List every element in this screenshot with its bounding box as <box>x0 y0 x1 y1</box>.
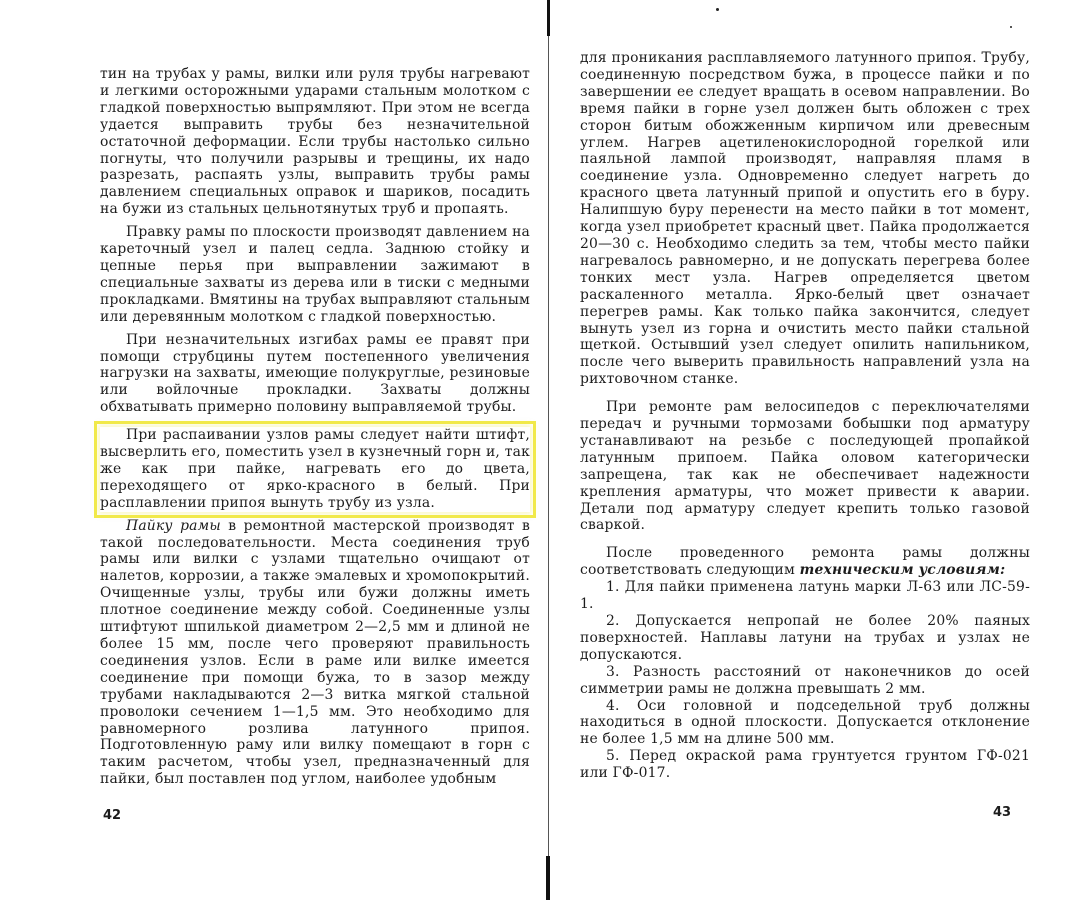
condition-item-5: 5. Перед окраской рама грунтуется грунтом ГФ-021 или ГФ-017. <box>580 748 1030 782</box>
condition-item-3: 3. Разность расстояний от наконечников до осей симметрии рамы не должна превышать 2 мм. <box>580 663 1030 697</box>
left-page-number: 42 <box>103 808 122 823</box>
left-paragraph-5 <box>100 518 530 789</box>
paragraph-lead-italic: Пайку рамы <box>126 517 221 534</box>
conditions-intro-text: После проведенного ремонта рамы должны соответствовать следующим <box>580 545 1030 579</box>
right-text-column <box>580 50 1030 782</box>
right-page-number: 43 <box>993 805 1012 820</box>
left-text-column <box>100 66 530 788</box>
left-paragraph-3: При незначительных изгибах рамы ее правят при помощи струбцины путем постепенного увеличения нагрузки на захваты, имеющие полукруглые, резиновые или войлочные прокладки. Захваты должны обхватывать примерно половину выправляемой трубы. <box>100 331 530 416</box>
conditions-intro-emphasis: техническим условиям: <box>799 562 1006 579</box>
condition-item-2: 2. Допускается непропай не более 20% паяных поверхностей. Наплавы латуни на трубах и узлах не допускаются. <box>580 613 1030 663</box>
right-paragraph-1: для проникания расплавляемого латунного припоя. Трубу, соединенную посредством бужа, в процессе пайки и по завершении ее следует вращать в осевом направлении. Во время пайки в горне узел должен быть обложен с трех сторон битым обожженным кирпичом или древесным углем. Нагрев ацетиленокислородной горелкой или паяльной лампой производят, направляя пламя в соединение узла. Одновременно следует нагреть до красного цвета латунный припой и опустить его в буру. Налипшую буру перенести на место пайки в тот момент, когда узел приобретет красный цвет. Пайка продолжается 20—30 с. Необходимо следить за тем, чтобы место пайки нагревалось равномерно, и не допускать перегрева более тонких мест узла. Нагрев определяется цветом раскаленного металла. Ярко-белый цвет означает перегрев рамы. Как только пайка закончится, следует вынуть узел из горна и очистить место пайки стальной щеткой. Остывший узел следует опилить напильником, после чего выверить правильность направлений узла на рихтовочном станке. <box>580 50 1030 388</box>
condition-item-1: 1. Для пайки применена латунь марки Л-63 или ЛС-59-1. <box>580 579 1030 613</box>
right-paragraph-2: При ремонте рам велосипедов с переключателями передач и ручными тормозами бобышки под арматуру устанавливают на резьбе с последующей пропайкой латунным припоем. Пайка оловом категорически запрещена, так как не обеспечивает надежности крепления арматуры, что может привести к аварии. Детали под арматуру следует крепить только газовой сваркой. <box>580 399 1030 534</box>
conditions-intro <box>580 545 1030 579</box>
gutter-shadow-top <box>547 0 550 36</box>
left-paragraph-1: тин на трубах у рамы, вилки или руля трубы нагревают и легкими осторожными ударами стальным молотком с гладкой поверхностью выпрямляют. При этом не всегда удается выправить трубы без незначительной остаточной деформации. Если трубы настолько сильно погнуты, что получили разрывы и трещины, их надо разрезать, распаять узлы, выправить трубы рамы давлением специальных оправок и шариков, посадить на бужи из стальных цельнотянутых труб и пропаять. <box>100 66 530 218</box>
highlighted-paragraph[interactable]: При распаивании узлов рамы следует найти штифт, высверлить его, поместить узел в кузнечный горн и, так же как при пайке, нагревать его до цвета, переходящего от ярко-красного в белый. При расплавлении припоя вынуть трубу из узла. <box>100 427 530 511</box>
gutter-shadow-bottom <box>546 856 550 900</box>
condition-item-4: 4. Оси головной и подседельной труб должны находиться в одной плоскости. Допускается отклонение не более 1,5 мм на длине 500 мм. <box>580 697 1030 748</box>
right-page <box>555 0 1088 900</box>
left-paragraph-2: Правку рамы по плоскости производят давлением на кареточный узел и палец седла. Заднюю стойку и цепные перья при выправлении зажимают в специальные захваты из дерева или в тиски с медными прокладками. Вмятины на трубах выправляют стальным или деревянным молотком с гладкой поверхностью. <box>100 224 531 325</box>
paragraph-body: в ремонтной мастерской производят в такой последовательности. Места соединения труб рамы или вилки с узлами тщательно очищают от налетов, коррозии, а также эмалевых и хромопокрытий. Очищенные узлы, трубы или бужи должны иметь плотное соединение между собой. Соединенные узлы штифтуют шпилькой диаметром 2—2,5 мм и длиной не более 15 мм, после чего проверяют правильность соединения узлов. Если в раме или вилке имеется соединение при помощи бужа, то в зазор между трубами накладываются 2—3 витка мягкой стальной проволоки сечением 1—1,5 мм. Это необходимо для равномерного розлива латунного припоя. Подготовленную раму или вилку помещают в горн с таким расчетом, чтобы узел, предназначенный для пайки, был поставлен под углом, наиболее удобным <box>100 517 531 788</box>
gutter-line <box>548 36 549 856</box>
